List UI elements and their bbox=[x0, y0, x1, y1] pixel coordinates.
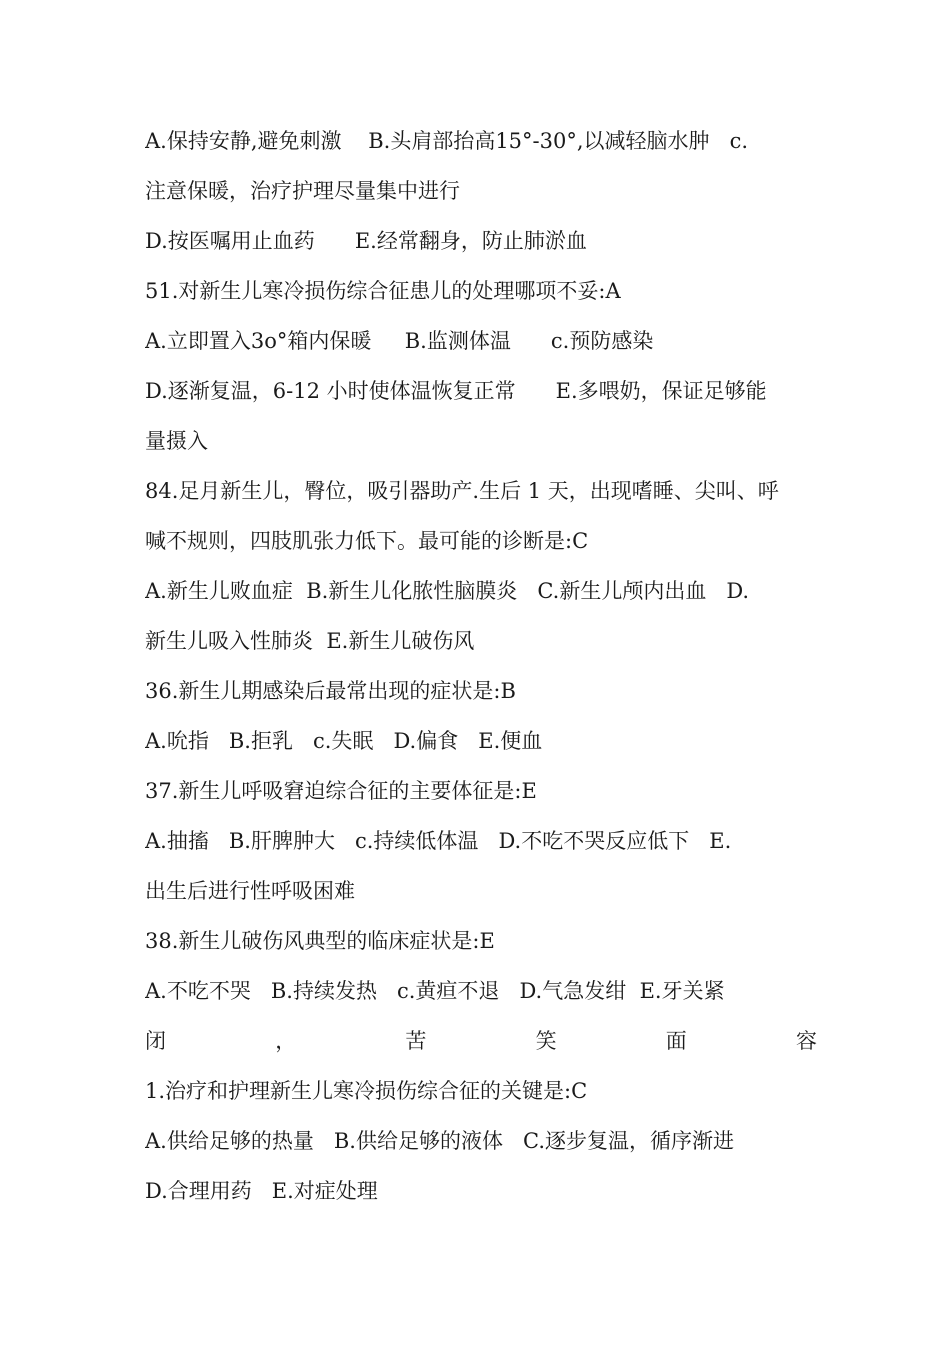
justified-char: 笑 bbox=[535, 1029, 557, 1053]
justified-char: 苦 bbox=[405, 1029, 427, 1053]
justified-char: 闭 bbox=[145, 1029, 166, 1053]
text-line: D.合理用药 E.对症处理 bbox=[145, 1179, 378, 1203]
question-line: 84.足月新生儿，臀位，吸引器助产.生后 1 天，出现嗜睡、尖叫、呼 bbox=[145, 479, 779, 503]
text-line: A.新生儿败血症 B.新生儿化脓性脑膜炎 C.新生儿颅内出血 D. bbox=[145, 579, 750, 603]
question-line: 37.新生儿呼吸窘迫综合征的主要体征是:E bbox=[145, 779, 537, 803]
question-line: 38.新生儿破伤风典型的临床症状是:E bbox=[145, 929, 495, 953]
text-line: D.逐渐复温，6-12 小时使体温恢复正常 E.多喂奶，保证足够能 bbox=[145, 379, 767, 403]
text-line: A.抽搐 B.肝脾肿大 c.持续低体温 D.不吃不哭反应低下 E. bbox=[145, 829, 732, 853]
question-line: 1.治疗和护理新生儿寒冷损伤综合征的关键是:C bbox=[145, 1079, 588, 1103]
text-line: A.吮指 B.拒乳 c.失眠 D.偏食 E.便血 bbox=[145, 729, 543, 753]
text-line: 量摄入 bbox=[145, 429, 208, 453]
text-line: 出生后进行性呼吸困难 bbox=[145, 879, 355, 903]
justified-char: ， bbox=[275, 1029, 297, 1053]
text-line: A.不吃不哭 B.持续发热 c.黄疸不退 D.气急发绀 E.牙关紧 bbox=[145, 979, 725, 1003]
text-line: A.供给足够的热量 B.供给足够的液体 C.逐步复温，循序渐进 bbox=[145, 1129, 734, 1153]
question-line: 51.对新生儿寒冷损伤综合征患儿的处理哪项不妥:A bbox=[145, 279, 621, 303]
text-line: D.按医嘱用止血药 E.经常翻身，防止肺淤血 bbox=[145, 229, 587, 253]
text-line: 喊不规则，四肢肌张力低下。最可能的诊断是:C bbox=[145, 529, 589, 553]
justified-char: 容 bbox=[795, 1029, 817, 1053]
text-line: 注意保暖，治疗护理尽量集中进行 bbox=[145, 179, 460, 203]
text-line: A.立即置入3o°箱内保暖 B.监测体温 c.预防感染 bbox=[145, 329, 654, 353]
text-line: A.保持安静,避免刺激 B.头肩部抬高15°-30°,以减轻脑水肿 c. bbox=[145, 129, 748, 153]
justified-char: 面 bbox=[665, 1029, 687, 1053]
justified-line bbox=[145, 1026, 817, 1056]
text-line: 新生儿吸入性肺炎 E.新生儿破伤风 bbox=[145, 629, 475, 653]
question-line: 36.新生儿期感染后最常出现的症状是:B bbox=[145, 679, 516, 703]
